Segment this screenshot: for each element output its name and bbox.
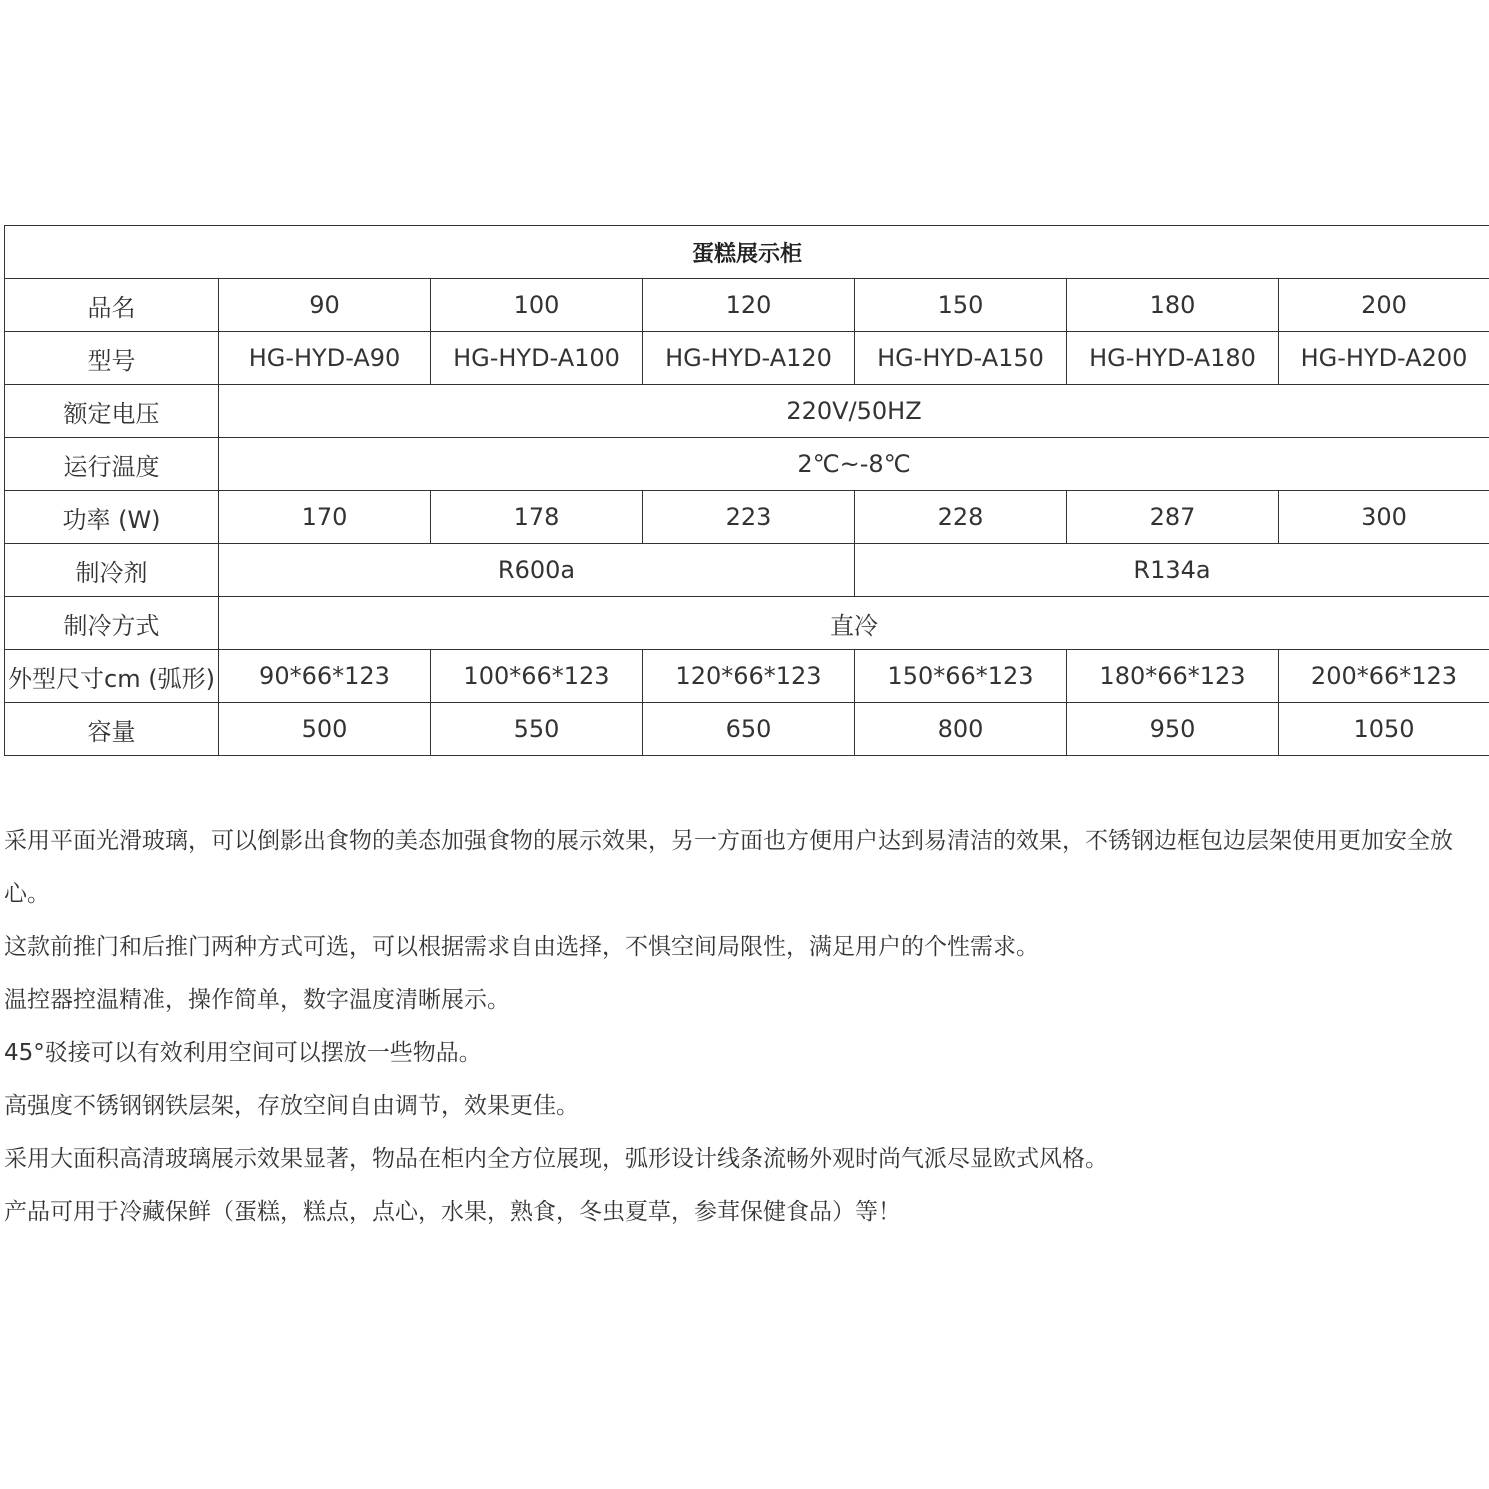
row-label-power: 功率 (W) [5, 491, 219, 544]
table-row-capacity [5, 703, 1489, 756]
table-cell: 228 [855, 491, 1067, 544]
table-title-row [5, 226, 1489, 279]
table-cell: HG-HYD-A100 [431, 332, 643, 385]
table-cell: 500 [219, 703, 431, 756]
description [4, 815, 1484, 1239]
row-label-model: 型号 [5, 332, 219, 385]
table-cell: 150 [855, 279, 1067, 332]
table-cell: 220V/50HZ [219, 385, 1489, 438]
table-row-model [5, 332, 1489, 385]
table-row-power [5, 491, 1489, 544]
table-cell: 950 [1067, 703, 1279, 756]
table-cell: 1050 [1279, 703, 1489, 756]
table-cell: 100*66*123 [431, 650, 643, 703]
row-label-cooling: 制冷方式 [5, 597, 219, 650]
spec-table [4, 225, 1489, 756]
table-cell: 650 [643, 703, 855, 756]
description-paragraph: 产品可用于冷藏保鲜（蛋糕，糕点，点心，水果，熟食，冬虫夏草，参茸保健食品）等！ [4, 1199, 901, 1225]
table-cell: 287 [1067, 491, 1279, 544]
table-cell: 300 [1279, 491, 1489, 544]
description-paragraph: 温控器控温精准，操作简单，数字温度清晰展示。 [4, 987, 510, 1013]
table-cell: 直冷 [219, 597, 1489, 650]
table-cell: HG-HYD-A120 [643, 332, 855, 385]
table-row-size [5, 650, 1489, 703]
description-paragraph: 采用大面积高清玻璃展示效果显著，物品在柜内全方位展现，弧形设计线条流畅外观时尚气派尽显欧式风格。 [4, 1146, 1108, 1172]
table-cell: HG-HYD-A180 [1067, 332, 1279, 385]
table-row-temperature [5, 438, 1489, 491]
row-label-temperature: 运行温度 [5, 438, 219, 491]
table-cell: HG-HYD-A90 [219, 332, 431, 385]
description-paragraph: 采用平面光滑玻璃，可以倒影出食物的美态加强食物的展示效果，另一方面也方便用户达到易清洁的效果，不锈钢边框包边层架使用更加安全放心。 [4, 828, 1453, 907]
table-cell: 90*66*123 [219, 650, 431, 703]
row-label-name: 品名 [5, 279, 219, 332]
table-row-refrigerant [5, 544, 1489, 597]
table-cell: 223 [643, 491, 855, 544]
description-paragraph: 45°驳接可以有效利用空间可以摆放一些物品。 [4, 1040, 482, 1066]
row-label-capacity: 容量 [5, 703, 219, 756]
table-cell: 180 [1067, 279, 1279, 332]
table-cell: 800 [855, 703, 1067, 756]
table-cell: 150*66*123 [855, 650, 1067, 703]
row-label-voltage: 额定电压 [5, 385, 219, 438]
table-cell: 2℃~-8℃ [219, 438, 1489, 491]
table-cell: R134a [855, 544, 1489, 597]
table-cell: 200 [1279, 279, 1489, 332]
table-cell: 200*66*123 [1279, 650, 1489, 703]
table-cell: HG-HYD-A200 [1279, 332, 1489, 385]
description-paragraph: 高强度不锈钢钢铁层架，存放空间自由调节，效果更佳。 [4, 1093, 579, 1119]
row-label-refrigerant: 制冷剂 [5, 544, 219, 597]
table-cell: 170 [219, 491, 431, 544]
description-paragraph: 这款前推门和后推门两种方式可选，可以根据需求自由选择，不惧空间局限性，满足用户的个性需求。 [4, 934, 1039, 960]
table-row-name [5, 279, 1489, 332]
row-label-size: 外型尺寸cm (弧形) [5, 650, 219, 703]
table-cell: HG-HYD-A150 [855, 332, 1067, 385]
table-cell: 550 [431, 703, 643, 756]
table-title: 蛋糕展示柜 [5, 226, 1489, 279]
table-row-cooling [5, 597, 1489, 650]
table-row-voltage [5, 385, 1489, 438]
table-cell: 120*66*123 [643, 650, 855, 703]
table-cell: R600a [219, 544, 855, 597]
table-cell: 90 [219, 279, 431, 332]
table-cell: 100 [431, 279, 643, 332]
table-cell: 180*66*123 [1067, 650, 1279, 703]
table-cell: 178 [431, 491, 643, 544]
table-cell: 120 [643, 279, 855, 332]
